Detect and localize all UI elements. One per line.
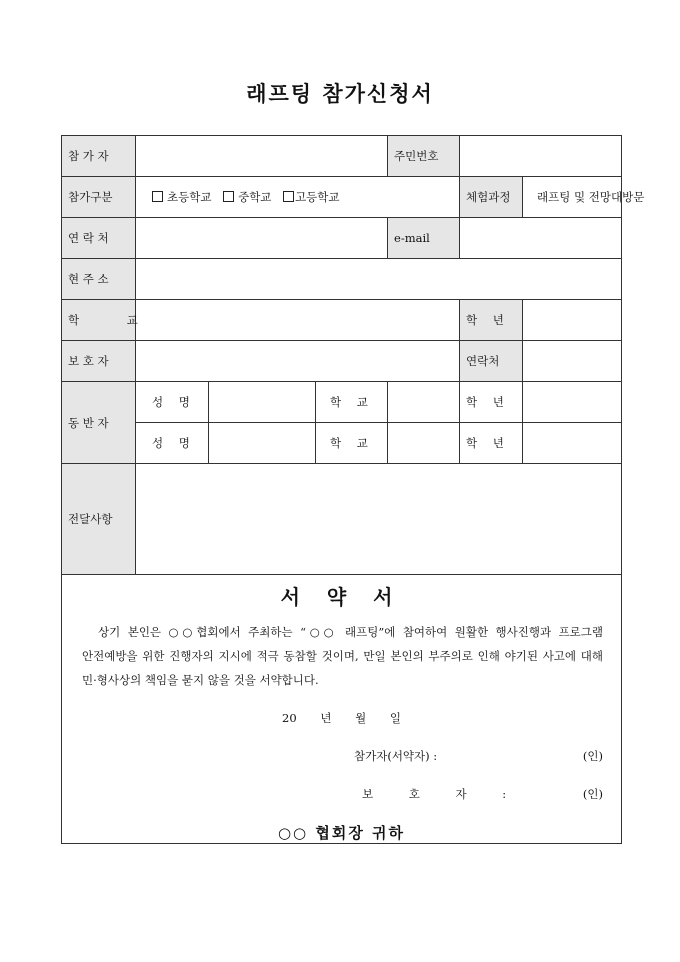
email-label: e-mail [388,218,460,259]
row-guardian [62,341,622,382]
message-field[interactable] [136,464,622,575]
row-pledge [62,575,622,844]
guardian-contact-field[interactable] [523,341,622,382]
pledge-body: 상기 본인은 ○○협회에서 주최하는 “○○ 래프팅”에 참여하여 원활한 행사진행과 프로그램 안전예방을 위한 진행자의 지시에 적극 동참할 것이며, 만일 본인의 부주의로 인해 야기된 사고에 대해 민·형사상의 책임을 묻지 않을 것을 서약합니다. [82,625,604,687]
guardian-sign-row [62,778,621,808]
companion-1-name-field[interactable] [209,382,316,423]
row-companion-2 [62,423,622,464]
resident-no-label: 주민번호 [388,136,460,177]
companion-1-school-label: 학 교 [316,382,388,423]
row-category [62,177,622,218]
address-field[interactable] [136,259,622,300]
checkbox-icon[interactable] [223,191,234,202]
companion-1-grade-field[interactable] [523,382,622,423]
row-school [62,300,622,341]
row-address [62,259,622,300]
resident-no-field[interactable] [460,136,622,177]
application-form [61,135,645,844]
pledge-section [62,575,622,844]
address-label: 현 주 소 [62,259,136,300]
participant-field[interactable] [136,136,388,177]
checkbox-icon[interactable] [152,191,163,202]
companion-2-name-label: 성 명 [136,423,209,464]
addressee: ○○ 협회장 귀하 [277,824,406,842]
option-middle[interactable]: 중학교 [223,190,271,204]
signer-label: 참가자(서약자) : [354,749,438,763]
category-options [136,177,460,218]
guardian-sign-label: 보 호 자 : [362,787,523,801]
guardian-field[interactable] [136,341,460,382]
row-participant [62,136,622,177]
message-label: 전달사항 [62,464,136,575]
grade-label: 학 년 [460,300,523,341]
contact-label: 연 락 처 [62,218,136,259]
experience-value: 래프팅 및 전망대방문 [523,177,622,218]
companion-2-school-label: 학 교 [316,423,388,464]
school-field[interactable] [136,300,460,341]
pledge-title: 서 약 서 [280,585,403,609]
participant-label: 참 가 자 [62,136,136,177]
companion-label: 동 반 자 [62,382,136,464]
email-field[interactable] [460,218,622,259]
page-title: 래프팅 참가신청서 [246,81,434,106]
guardian-contact-label: 연락처 [460,341,523,382]
option-high[interactable]: 고등학교 [283,190,339,204]
companion-2-school-field[interactable] [388,423,460,464]
row-message [62,464,622,575]
companion-1-school-field[interactable] [388,382,460,423]
contact-field[interactable] [136,218,388,259]
guardian-label: 보 호 자 [62,341,136,382]
companion-1-name-label: 성 명 [136,382,209,423]
guardian-seal: (인) [582,787,604,801]
option-elementary[interactable]: 초등학교 [152,190,211,204]
category-label: 참가구분 [62,177,136,218]
companion-2-grade-field[interactable] [523,423,622,464]
row-companion-1 [62,382,622,423]
checkbox-icon[interactable] [283,191,294,202]
experience-label: 체험과정 [460,177,523,218]
companion-1-grade-label: 학 년 [460,382,523,423]
signer-row [62,740,621,770]
pledge-date: 20 년 월 일 [282,711,401,725]
companion-2-name-field[interactable] [209,423,316,464]
companion-2-grade-label: 학 년 [460,423,523,464]
row-contact [62,218,622,259]
signer-seal: (인) [582,749,604,763]
grade-field[interactable] [523,300,622,341]
school-label: 학 교 [62,300,136,341]
